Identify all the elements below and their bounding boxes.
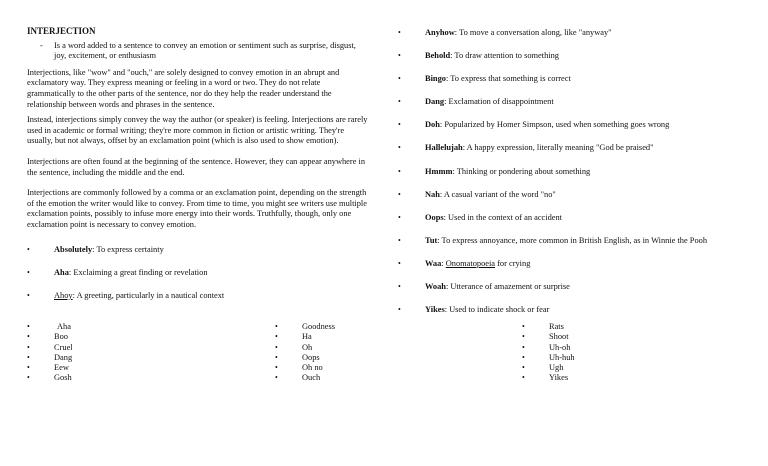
bullet-item-hmmm — [398, 167, 758, 190]
term: Bingo — [425, 74, 446, 84]
bullet-item-bingo — [398, 74, 758, 97]
dash-marker: - — [40, 40, 43, 50]
bullet-icon: • — [275, 352, 278, 362]
bullet-icon: • — [275, 322, 278, 331]
list-item: • Yikes — [522, 373, 569, 383]
term: Woah — [425, 282, 446, 292]
definition: : A casual variant of the word "no" — [439, 189, 556, 199]
term: Behold — [425, 51, 451, 61]
definition-item — [40, 41, 369, 62]
bullet-icon: • — [522, 322, 525, 331]
bullet-item-anyhow — [398, 28, 758, 51]
list-item: • Aha — [27, 322, 71, 331]
list-item: • Goodness — [275, 322, 336, 331]
term: Hmmm — [425, 166, 453, 176]
list-column-a — [27, 322, 73, 384]
term: Anyhow — [425, 28, 455, 37]
bullet-item-ahoy — [27, 291, 369, 302]
bullet-icon: • — [398, 166, 401, 176]
list-item: • Cruel — [27, 342, 73, 352]
definition: : Exclaiming a great finding or revelation — [68, 267, 208, 277]
list-item: • Boo — [27, 332, 68, 342]
definition: : Exclamation of disappointment — [444, 97, 554, 107]
paragraph-2: Instead, interjections simply convey the way the author (or speaker) is feeling. Interjections are rarely used in academic or formal writing; they're more common in fiction or artistic writing. They're usually, but not always, offset by an exclamation point (which is also used to show emotion). — [27, 115, 368, 146]
bullet-icon: • — [398, 235, 401, 245]
term: Nah — [425, 189, 440, 199]
bullet-icon: • — [398, 189, 401, 199]
bullet-icon: • — [27, 267, 30, 277]
interjection-list-right — [522, 322, 575, 384]
definition: : To express certainty — [92, 244, 164, 254]
bullet-icon: • — [398, 120, 401, 130]
bullet-icon: • — [522, 352, 525, 362]
bullet-icon: • — [275, 342, 278, 352]
definition: : A happy expression, literally meaning "God be praised" — [462, 143, 654, 153]
bullet-item-aha — [27, 268, 369, 279]
list-item: • Rats — [522, 322, 564, 331]
bullet-item-oops — [398, 213, 758, 236]
list-item: • Eew — [27, 363, 69, 373]
bullet-item-woah — [398, 282, 758, 305]
bullet-item-dang — [398, 97, 758, 120]
list-item: • Oh — [275, 342, 313, 352]
term: Doh — [425, 120, 440, 130]
list-item: • Oh no — [275, 363, 323, 373]
paragraph-1: Interjections, like "wow" and "ouch," are solely designed to convey emotion in an abrupt and exclamatory way. They express meaning or feeling in a word or two. They do not relate grammatically to the other parts of the sentence, nor do they help the reader understand the relationship between words and phrases in the sentence. — [27, 67, 340, 109]
definition: : Popularized by Homer Simpson, used when something goes wrong — [439, 120, 670, 130]
page-title: INTERJECTION — [27, 26, 96, 36]
definition-text: Is a word added to a sentence to convey an emotion or sentiment such as surprise, disgust, joy, excitement, or enthusiasm — [54, 40, 356, 61]
bullet-item-absolutely — [27, 245, 369, 256]
definition: : To draw attention to something — [450, 51, 559, 61]
bullet-item-waa — [398, 259, 758, 282]
definition: : To move a conversation along, like "anyway" — [454, 28, 612, 37]
list-item: • Uh-oh — [522, 342, 571, 352]
bullet-icon: • — [522, 373, 525, 383]
bullet-icon: • — [27, 244, 30, 254]
paragraph-4: Interjections are commonly followed by a comma or an exclamation point, depending on the strength of the emotion the writer would like to convey. From time to time, you might see writers use multiple exclamation points, possibly to infuse more energy into their words. Truthfully, though, only one exclamation point is necessary to convey emotion. — [27, 188, 367, 229]
bullet-icon: • — [522, 332, 525, 342]
term-link[interactable]: Ahoy — [54, 290, 73, 300]
bullet-icon: • — [522, 342, 525, 352]
bullet-icon: • — [27, 363, 30, 373]
bullet-icon: • — [398, 282, 401, 292]
bullet-icon: • — [27, 332, 30, 342]
bullet-icon: • — [275, 373, 278, 383]
bullet-icon: • — [275, 363, 278, 373]
definition: : To express that something is correct — [445, 74, 571, 84]
list-item: • Ugh — [522, 363, 564, 373]
bullet-icon: • — [398, 143, 401, 153]
term: Waa — [425, 258, 442, 268]
bullet-icon: • — [398, 51, 401, 61]
bullet-icon: • — [398, 97, 401, 107]
bullet-icon: • — [398, 305, 401, 315]
list-item: • Uh-huh — [522, 352, 575, 362]
bullet-icon: • — [27, 373, 30, 383]
bullet-icon: • — [398, 258, 401, 268]
definition: : Utterance of amazement or surprise — [445, 282, 570, 292]
bullet-icon: • — [398, 212, 401, 222]
right-column — [398, 28, 758, 328]
term: Yikes — [425, 305, 445, 315]
list-item: • Oops — [275, 352, 320, 362]
bullet-item-yikes — [398, 305, 758, 328]
term: Oops — [425, 212, 444, 222]
bullet-item-hallelujah — [398, 143, 758, 166]
bullet-icon: • — [275, 332, 278, 342]
term: Absolutely — [54, 244, 93, 254]
list-item: • Dang — [27, 352, 73, 362]
paragraph-3: Interjections are often found at the beginning of the sentence. However, they can appear anywhere in the sentence, including the middle and the end. — [27, 156, 366, 177]
bullet-icon: • — [398, 28, 401, 37]
bullet-icon: • — [398, 74, 401, 84]
definition: : To express annoyance, more common in British English, as in Winnie the Pooh — [437, 235, 708, 245]
left-column — [27, 26, 369, 301]
list-item: • Ha — [275, 332, 312, 342]
term: Aha — [54, 267, 69, 277]
bullet-item-tut — [398, 236, 758, 259]
onomatopoeia-link[interactable]: Onomatopoeia — [445, 258, 496, 268]
bullet-icon: • — [522, 363, 525, 373]
term: Tut — [425, 235, 438, 245]
bullet-icon: • — [27, 290, 30, 300]
bullet-item-doh — [398, 120, 758, 143]
bullet-icon: • — [27, 342, 30, 352]
definition: : Thinking or pondering about something — [452, 166, 591, 176]
list-column-b — [275, 322, 335, 384]
definition: : A greeting, particularly in a nautical context — [72, 290, 225, 300]
list-item: • Shoot — [522, 332, 569, 342]
definition: : Used in the context of an accident — [443, 212, 562, 222]
list-item: • Gosh — [27, 373, 72, 383]
definition: : Used to indicate shock or fear — [444, 305, 550, 315]
bullet-icon: • — [27, 352, 30, 362]
definition-prefix: : — [441, 258, 446, 268]
definition-suffix: for crying — [495, 258, 531, 268]
bullet-icon: • — [27, 322, 30, 331]
bullet-item-behold — [398, 51, 758, 74]
term: Dang — [425, 97, 445, 107]
term: Hallelujah — [425, 143, 463, 153]
bullet-item-nah — [398, 190, 758, 213]
list-item: • Ouch — [275, 373, 321, 383]
